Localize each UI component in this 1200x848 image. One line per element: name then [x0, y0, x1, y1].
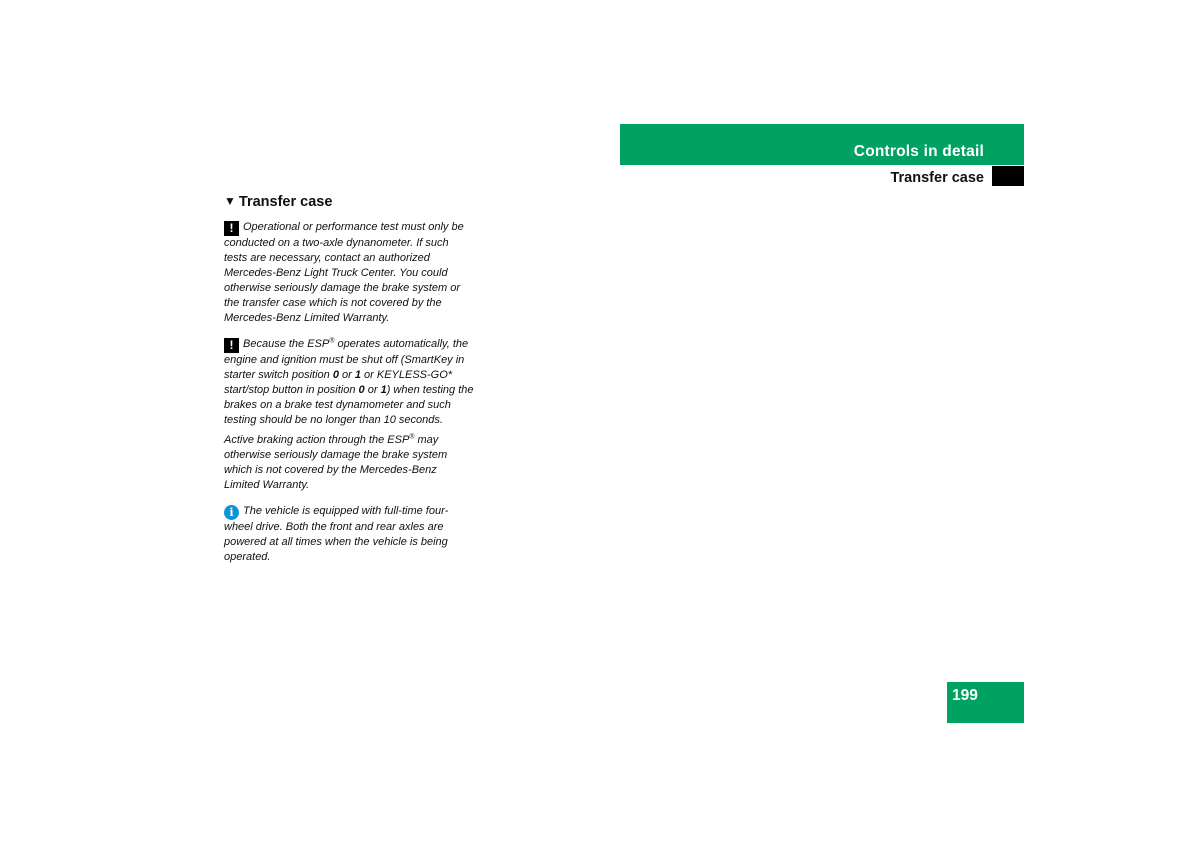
- page-number: 199: [952, 687, 978, 704]
- section-marker: [992, 166, 1024, 186]
- warning-text: may otherwise seriously damage the brake system which is not covered by the Mercedes-Benz Limited Warranty.: [224, 434, 448, 491]
- warning-text: or KEYLESS-GO* start/stop button in position: [224, 369, 453, 396]
- warning-text: Operational or performance test must only be conducted on a two-axle dynanometer. If such tests are necessary, contact an authorized Mercedes-Benz Light Truck Center. You could otherwise seriously damage the brake system or the transfer case which is not covered by the Mercedes-Benz Limited Warranty.: [224, 221, 464, 324]
- registered-mark: ®: [329, 337, 335, 345]
- warning-note-dynamometer: [224, 220, 474, 326]
- heading-text: Transfer case: [238, 194, 333, 210]
- position-value: 1: [380, 384, 387, 396]
- section-title: Transfer case: [890, 170, 984, 186]
- warning-text: or: [364, 384, 381, 396]
- exclamation-icon: !: [224, 338, 239, 353]
- info-icon: i: [224, 505, 239, 520]
- triangle-down-icon: ▼: [224, 194, 236, 208]
- section-heading: [224, 194, 474, 210]
- warning-text: Active braking action through the ESP: [224, 434, 410, 446]
- info-text: The vehicle is equipped with full-time four-wheel drive. Both the front and rear axles are powered at all times when the vehicle is being operated.: [224, 505, 449, 563]
- warning-text: Because the ESP: [243, 338, 330, 350]
- exclamation-icon: !: [224, 221, 239, 236]
- warning-text: ) when testing the brakes on a brake test dynamometer and such testing should be no longer than 10 seconds.: [224, 384, 474, 426]
- position-value: 1: [354, 369, 361, 381]
- chapter-title: Controls in detail: [853, 143, 984, 160]
- content-column: [224, 194, 474, 576]
- warning-note-braking: [224, 433, 474, 493]
- position-value: 0: [332, 369, 339, 381]
- warning-text: or: [338, 369, 355, 381]
- position-value: 0: [358, 384, 365, 396]
- header-bar: [620, 124, 1024, 165]
- warning-note-esp: [224, 337, 474, 428]
- registered-mark: ®: [409, 433, 415, 441]
- page-number-box: [947, 682, 1024, 723]
- info-note: [224, 504, 474, 565]
- warning-text: operates automatically, the engine and ignition must be shut off (SmartKey in starter switch position: [224, 338, 469, 381]
